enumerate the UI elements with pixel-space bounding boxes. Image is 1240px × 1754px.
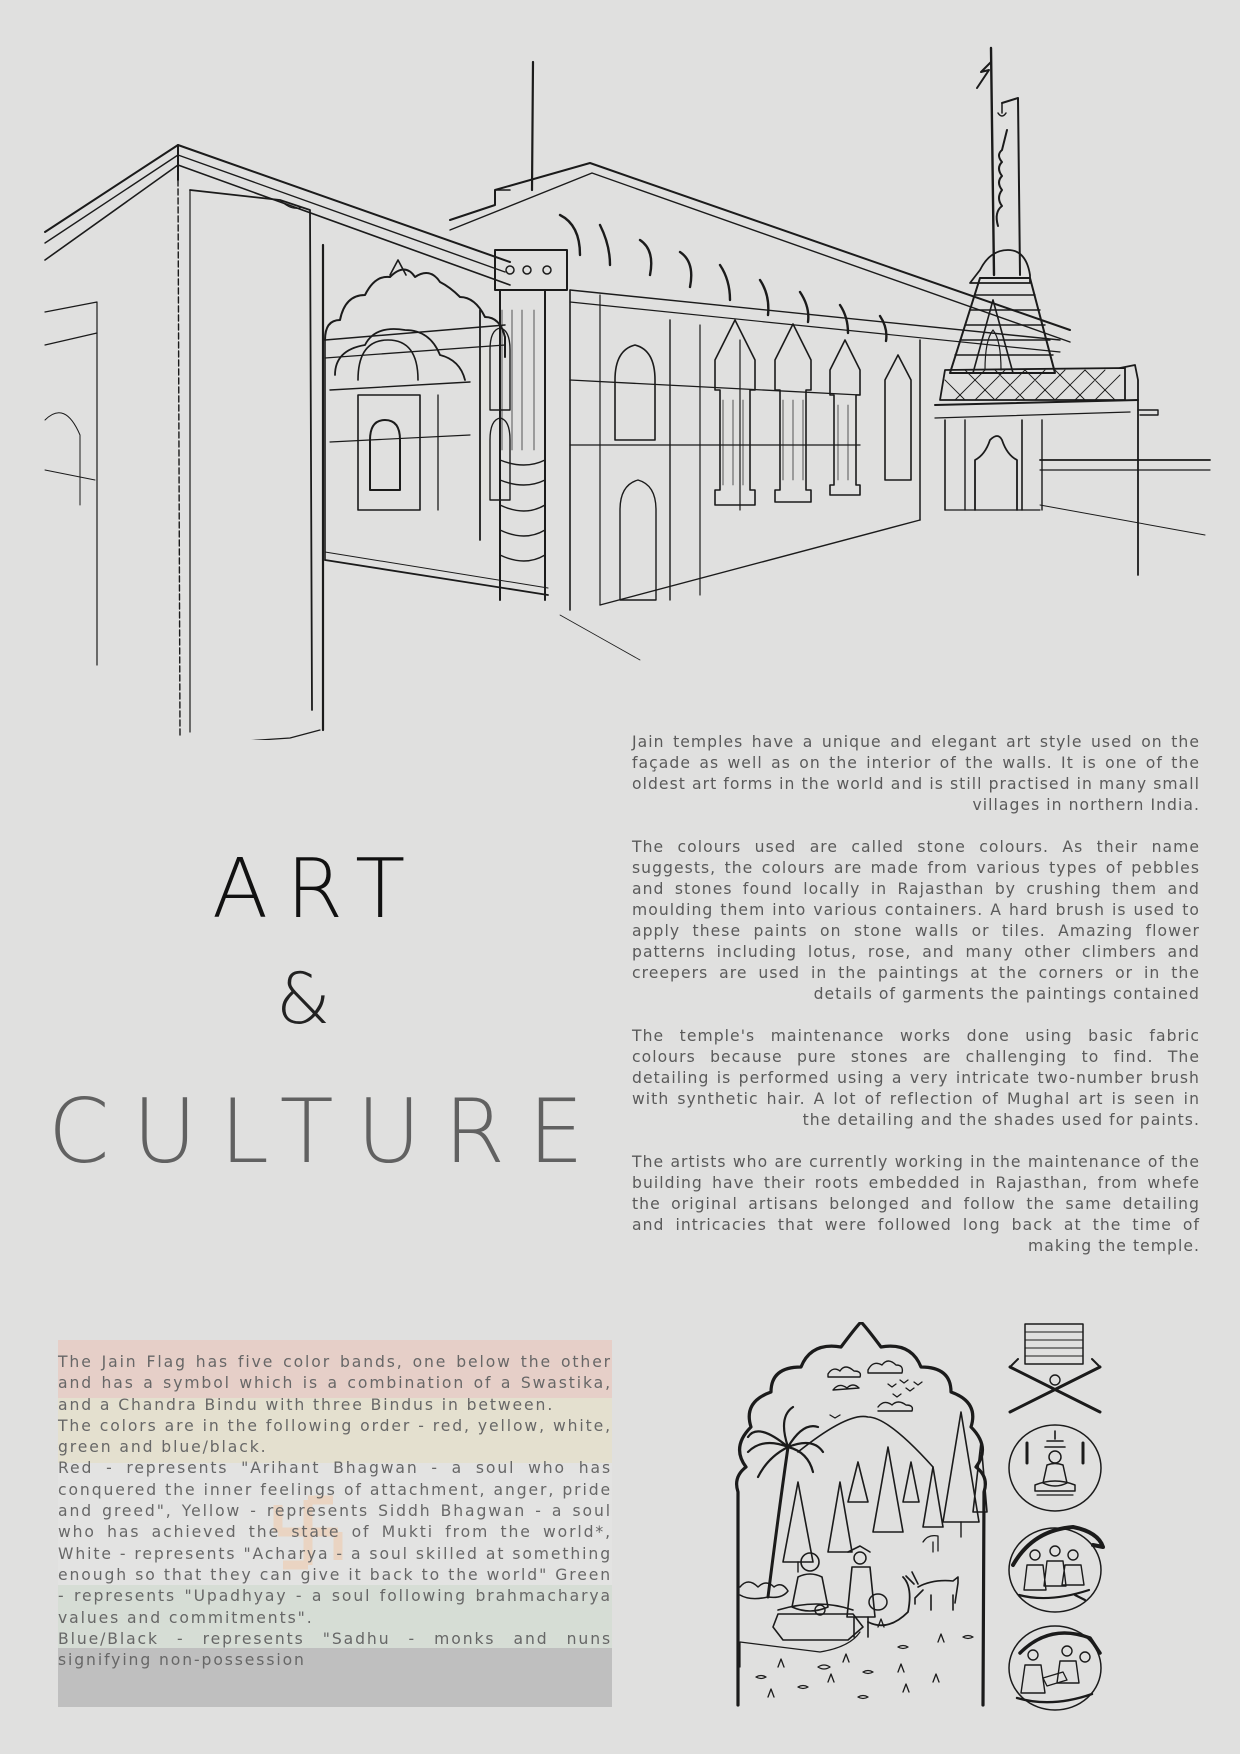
arch-scene-illustration bbox=[728, 1322, 998, 1707]
flag-paragraph-1: The Jain Flag has five color bands, one below the other and has a symbol which is a combination of a Swastika, and a Chandra Bindu with three Bindus in between. bbox=[58, 1353, 612, 1414]
article-paragraph-2: The colours used are called stone colours. As their name suggests, the colours are made from various types of pebbles and stones found locally in Rajasthan by crushing them and moulding them into various containers. A hard brush is used to apply these paints on stone walls or tiles. Amazing flower patterns including lotus, rose, and many other climbers and creepers are used in the paintings at the corners or in the details of garments the paintings contained bbox=[632, 838, 1200, 1003]
flag-paragraph-2: The colors are in the following order - red, yellow, white, green and blue/black. bbox=[58, 1416, 612, 1457]
temple-sketch bbox=[40, 40, 1220, 740]
reading-monks-medallion-icon bbox=[1005, 1623, 1110, 1713]
title-culture: CULTURE bbox=[48, 1080, 607, 1183]
tirthankara-medallion-icon bbox=[1005, 1423, 1110, 1513]
jain-flag-panel bbox=[58, 1340, 612, 1707]
seated-monks-medallion-icon bbox=[1005, 1525, 1110, 1615]
medallion-column bbox=[1005, 1322, 1115, 1713]
jain-flag-text bbox=[58, 1352, 612, 1671]
scripture-stand-icon bbox=[1005, 1322, 1115, 1417]
article-text bbox=[632, 732, 1200, 1278]
article-paragraph-4: The artists who are currently working in the maintenance of the building have their roots embedded in Rajasthan, from whefe the original artisans belonged and follow the same detailing and intricacies that were followed long back at the time of making the temple. bbox=[632, 1153, 1200, 1255]
temple-drawing-icon bbox=[40, 40, 1220, 740]
arch-forest-scene-icon bbox=[728, 1322, 998, 1707]
title-ampersand: & bbox=[276, 958, 331, 1040]
title-art: ART bbox=[212, 842, 424, 937]
article-paragraph-1: Jain temples have a unique and elegant art style used on the façade as well as on the interior of the walls. It is one of the oldest art forms in the world and is still practised in many small villages in northern India. bbox=[632, 733, 1200, 814]
flag-paragraph-3: Red - represents "Arihant Bhagwan - a soul who has conquered the inner feelings of attachment, anger, pride and greed", Yellow - represents Siddh Bhagwan - a soul who has achieved the state of Mukti from the world*, White - represents "Acharya - a soul skilled at something enough so that they can give it back to the world" Green - represents "Upadhyay - a soul following brahmacharya values and commitments". bbox=[58, 1459, 612, 1627]
flag-paragraph-4: Blue/Black - represents "Sadhu - monks and nuns signifying non-possession bbox=[58, 1629, 612, 1670]
article-paragraph-3: The temple's maintenance works done using basic fabric colours because pure stones are challenging to find. The detailing is performed using a very intricate two-number brush with synthetic hair. A lot of reflection of Mughal art is seen in the detailing and the shades used for paints. bbox=[632, 1027, 1200, 1129]
